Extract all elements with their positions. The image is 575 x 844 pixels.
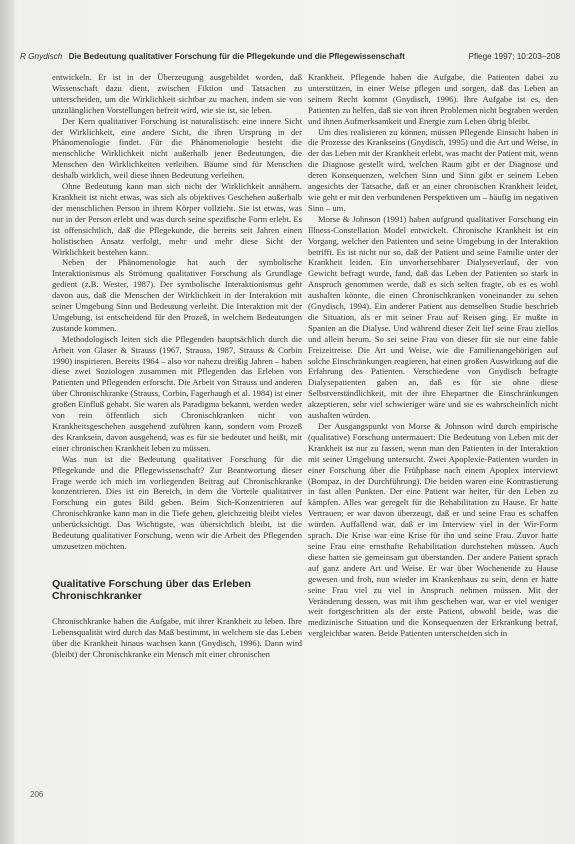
header-journal: Pflege 1997; 10:203–208 [468,52,560,61]
running-header [20,52,560,66]
page-number: 206 [30,790,44,799]
paragraph: Neben der Phänomenologie hat auch der symbolische Interaktionismus als Strömung qualitativer Forschung als Grundlage gedient (z.B. Wester, 1987). Der symbolische Interaktionismus geht davon aus, daß die Menschen der Wirklichkeit in der Interaktion mit seiner Umgebung Sinn und Bedeutung verleiht. Die Interaktion mit der Umgebung, ist entscheidend für den Prozeß, in welchem Bedeutungen zustande kommen. [52,257,302,333]
paragraph: Methodologisch leiten sich die Pflegenden hauptsächlich durch die Arbeit von Glaser & Strauss (1967, Strauss, 1987, Strauss & Corbin 1990) inspirieren. Bereits 1964 – also vor nahezu dreißig Jahren – haben diese zwei Soziologen zusammen mit Pflegenden das Erleben von Patienten und Pflegenden erforscht. Die Arbeit von Strauss und anderen über Chronischkranke (Strauss, Corbin, Fagerhaugh et al. 1984) ist einer großen Einfluß gehabt. Sie waren als Paradigma bekannt, werden weder von rein öffentlich sich Chronischkranken nicht von Krankheitsgeschehen ausgehend zuführen kann, sondern vom Prozeß des Kranksein, davon ausgehend, was es für sie bedeutet und heißt, mit einer chronischen Krankheit leben zu müssen. [52,333,302,453]
paragraph: Der Kern qualitativer Forschung ist naturalistisch: eine innere Sicht der Wirklichkeit, eine andere Sicht, die ihren Ursprung in der Phänomenologie findet. Für die Phänomenologie besteht die menschliche Wirklichkeit nicht außerhalb jener Bedeutungen, die Menschen den Wirklichkeiten verleihen. Bäume sind für Menschen deshalb wirklich, weil diese ihnen Bedeutung verleihen. [52,115,302,181]
paragraph: Der Ausgangspunkt von Morse & Johnson wird durch empirische (qualitative) Forschung untermauert: Die Bedeutung von Leben mit der Krankheit ist nur zu fassen, wenn man den Patienten in der Interaktion mit seiner Umgebung untersucht. Zwei Apoplexie-Patienten wurden in einer Forschung über die Frühphase nach einem Apoplex interviewt (Bompaz, in der Durchführung). Die beiden waren eine Kontrastierung in fast allen Punkten. Der eine Patient war heiter, für den Leben zu kämpfen. Alles war geregelt für die Rehabilitation zu Hause. Er hatte Vertrauen; er war davon überzeugt, daß er und seine Frau es schaffen würden. Auffallend war, daß er im Interview viel in der Wir-Form sprach. Die Krise war eine Krise für ihn und seine Frau. Zuvor hatte seine Frau eine ernsthafte Rehabilitation durchstehen müssen. Auch diese hatten sie gemeinsam gut überstanden. Der andere Patient sprach auf ganz andere Art und Weise. Er war über Wochenende zu Hause gewesen und froh, nun wieder im Krankenhaus zu sein, denn er hatte seine Frau viel zu viel in Anspruch nehmen müssen. Mit der Veränderung dessen, was mit ihm geschehen war, war er viel weniger weit fortgeschritten als der erste Patient, obwohl beide, was die medizinische Situation und die Konsequenzen der Erkrankung betraf, vergleichbar waren. Beide Patienten unterscheiden sich in [308,421,558,639]
paragraph: Krankheit. Pflegende haben die Aufgabe, die Patienten dabei zu unterstützen, in einer Weise pflegen und sorgen, daß das Leben an seinem Recht kommt (Gnydisch, 1996). Ihre Aufgabe ist es, den Patienten zu helfen, daß sie von ihren Problemen nicht begraben werden und ihnen Aufmerksamkeit und Energie zum Leben übrig bleibt. [308,72,558,126]
binding-shadow [0,0,14,844]
paragraph: Ohne Bedeutung kann man sich nicht der Wirklichkeit annähern. Krankheit ist nicht etwas, was sich als objektives Geschehen außerhalb der menschlichen Person in ihrem Körper vollzieht. Sie ist etwas, was nur in der Person erlebt und was durch seine spezifische Form erlebt. Es ist offensichtlich, daß die Pflegekunde, die bereits seit Jahren einen holistischen Ansatz verfolgt, mehr und mehr diese Sicht der Wirklichkeit bestehen kann. [52,181,302,257]
left-column [52,72,302,832]
paragraph: Chronischkranke haben die Aufgabe, mit ihrer Krankheit zu leben. Ihre Lebensqualität wird durch das Maß bestimmt, in welchem sie das Leben über die Krankheit hinaus wachsen kann (Gnydisch, 1996). Dann wird (bleibt) der Chronischkranke ein Mensch mit einer chronischen [52,615,302,659]
section-heading: Qualitative Forschung über das Erleben Chronischkranker [52,577,251,602]
paragraph: Um dies realisieren zu können, müssen Pflegende Einsicht haben in die Prozesse des Krankseins (Gnydisch, 1995) und die Art und Weise, in der das Leben mit der Krankheit erlebt, was macht der Patient mit, wenn die Diagnose gestellt wird, welchen Raum gibt er der Diagnose und deren Konsequenzen, welchen Sinn und Sinn gibt er seinem Leben angesichts der Tatsache, daß er an einer chronischen Krankheit leidet, wie geht er mit den verbundenen Perspektiven um – häufig im negativen Sinn – um. [308,126,558,213]
header-author: R Gnydisch [20,52,63,61]
right-column [308,72,558,842]
paragraph: entwickeln. Er ist in der Überzeugung ausgebildet worden, daß Wissenschaft dazu dient, zwischen Fiktion und Tatsachen zu unterscheiden, um die Wirklichkeit sichtbar zu machen, indem sie von unzulänglichen Vorstellungen befreit wird, wie sie ist, sie leben. [52,72,302,115]
header-title: Die Bedeutung qualitativer Forschung für die Pflegekunde und die Pflegewissenschaft [68,52,405,61]
paragraph: Morse & Johnson (1991) haben aufgrund qualitativer Forschung ein Illness-Constellation Model entwickelt. Chronische Krankheit ist ein Vorgang, welcher den Patienten und seine Umgebung in der Interaktion betrifft. Es ist nicht nur so, daß der Patient und seine Familie unter der Krankheit leiden. Ein unvorhersehbarer Dialyseverlauf, der von Gewicht befragt wurde, fand, daß das Leben der Patienten so stark in Anspruch genommen werde, daß es sich selten fragte, ob es es wohl aushalten könnte, die einen Chronischkranken voneinander zu sehen (Gnydisch, 1994). Ein anderer Patient aus demselben Studie beschrieb die Situation, als er mit seiner Frau auf Reisen ging. Er mußte in Spanien an die Dialyse. Und während dieser Zeit lief seine Frau ziellos und allein herum. So sei seine Frau von dieser für sie nur eine fahle Freizeitreise. Die Art und Weise, wie die Familienangehörigen auf solche Einschränkungen reagieren, hat einen großen Auswirkung auf die Erfahrung des Patienten. Verschiedene von Gnydisch befragte Dialysepatienten gaben an, daß es für sie ohne diese Selbstverständlichkeit, mit der ihre Ehepartner die Einschränkungen akzeptieren, sehr viel schwieriger wäre und sie es wahrscheinlich nicht aushalten würden. [308,213,558,421]
paragraph: Was nun ist die Bedeutung qualitativer Forschung für die Pflegekunde und die Pflegewissenschaft? Zur Beantwortung dieser Frage werde ich mich im vorliegenden Beitrag auf Chronischkranke konzentrieren. Dies ist ein Bereich, in dem die Vorteile qualitativer Forschung ein gutes Bild geben. Beim Sich-Konzentrieren auf Chronischkranke kann man in die Tiefe gehen, gleichzeitig bleibt vieles unberücksichtigt. Das Wichtigste, was übersichtlich bleibt, ist die Bedeutung qualitativer Forschung, wenn wir die Arbeit des Pflegenden umzusetzen möchten. [52,453,302,551]
